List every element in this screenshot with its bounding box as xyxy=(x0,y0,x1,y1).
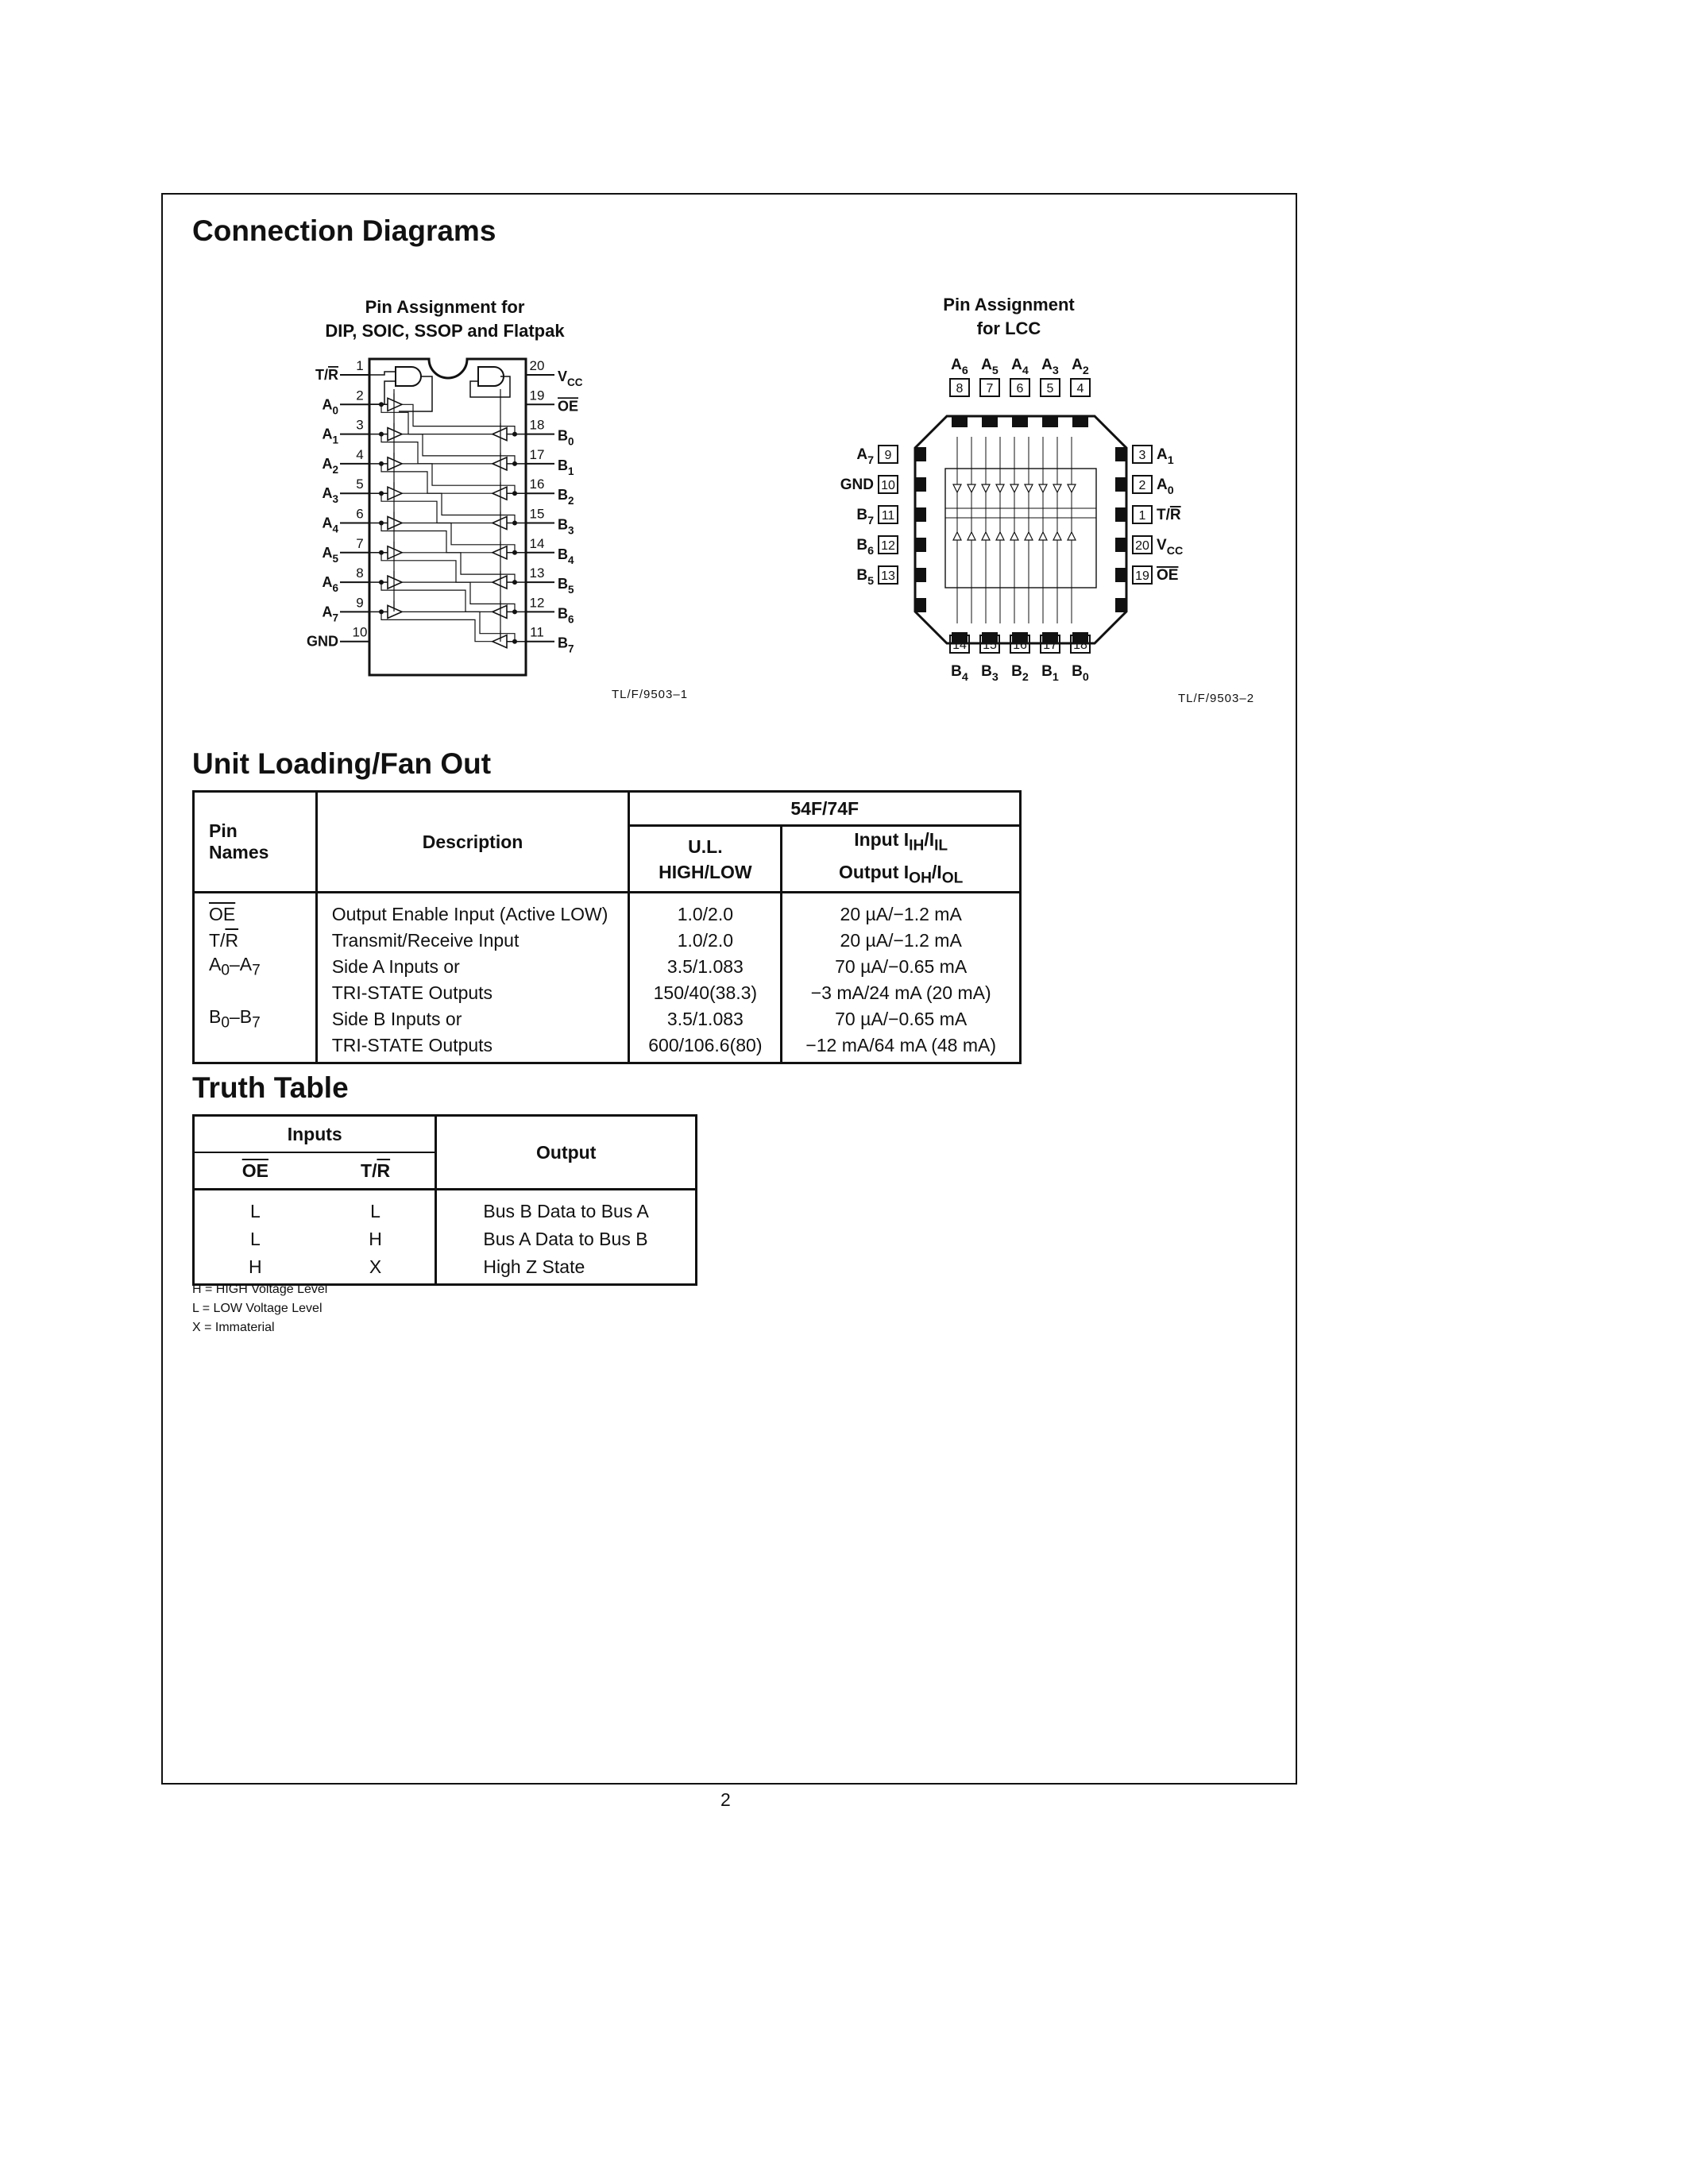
lcc-right-pin-name: OE xyxy=(1157,567,1179,584)
lcc-bottom-pin-number: 14 xyxy=(952,639,967,652)
lcc-right-pin-name: $A_0$ xyxy=(1157,477,1174,497)
lcc-pad-top xyxy=(952,416,968,427)
io-cell: 20 µA/−1.2 mA xyxy=(782,893,1021,928)
unit-table-row xyxy=(194,1006,1021,1032)
truth-table xyxy=(192,1114,697,1286)
dip-wire xyxy=(381,404,492,434)
dip-figure-ref: TL/F/9503–1 xyxy=(612,688,689,701)
output-cell: Bus B Data to Bus A xyxy=(436,1190,697,1226)
dip-buffer-a xyxy=(388,398,402,411)
lcc-right-pin-number: 20 xyxy=(1135,539,1149,553)
lcc-pad-top xyxy=(1072,416,1088,427)
dip-right-pin-name: $B_6$ xyxy=(558,605,574,626)
lcc-buffer xyxy=(1053,484,1061,492)
pin-name-cell: $B_0-B_7$ xyxy=(194,1006,317,1032)
dip-wire xyxy=(381,612,492,641)
lcc-pad-left xyxy=(915,568,926,582)
lcc-right-pin-name: T/R xyxy=(1157,507,1181,523)
lcc-top-pin-name: $A_6$ xyxy=(951,357,968,377)
lcc-die xyxy=(945,469,1096,588)
truth-notes xyxy=(192,1280,327,1337)
lcc-pad-right xyxy=(1115,477,1126,492)
dip-junction xyxy=(379,580,384,585)
dip-left-pin-number: 9 xyxy=(356,595,364,611)
lcc-pad-right xyxy=(1115,507,1126,522)
lcc-bottom-pin-number: 15 xyxy=(983,639,997,652)
io-cell: −3 mA/24 mA (20 mA) xyxy=(782,980,1021,1006)
lcc-top-pin-name: $A_4$ xyxy=(1011,357,1029,377)
unit-table-row xyxy=(194,980,1021,1006)
lcc-right-pin-number: 19 xyxy=(1135,569,1149,583)
pin-name-cell xyxy=(194,980,317,1006)
dip-and-gate xyxy=(478,367,504,386)
dip-junction xyxy=(512,639,517,644)
note-h: H = HIGH Voltage Level xyxy=(192,1283,328,1296)
unit-table-row xyxy=(194,893,1021,928)
dip-wire xyxy=(381,464,492,493)
lcc-left-pin-number: 12 xyxy=(881,539,895,553)
page-number: 2 xyxy=(720,1789,731,1810)
col-group: 54F/74F xyxy=(629,792,1021,826)
dip-left-pin-number: 5 xyxy=(356,477,364,492)
dip-right-pin-name: $B_1$ xyxy=(558,457,574,477)
dip-right-pin-number: 14 xyxy=(529,535,545,551)
col-oe: $\overline{OE}$ xyxy=(194,1152,316,1190)
dip-right-pin-name: OE xyxy=(558,398,579,415)
col-io: Input $I_{IH}/I_{IL}$ Output $I_{OH}/I_{OL}$ xyxy=(782,826,1021,893)
tr-cell: X xyxy=(316,1253,436,1285)
dip-buffer-a xyxy=(388,546,402,559)
dip-buffer-b xyxy=(492,487,507,500)
dip-left-pin-number: 2 xyxy=(356,388,364,403)
dip-junction xyxy=(512,609,517,614)
dip-junction xyxy=(512,550,517,555)
lcc-pad-left xyxy=(915,507,926,522)
pin-name-cell: $\overline{OE}$ xyxy=(194,893,317,928)
io-cell: 20 µA/−1.2 mA xyxy=(782,928,1021,954)
col-description: Description xyxy=(316,792,629,893)
dip-connection-diagram xyxy=(302,349,588,683)
description-cell: Side A Inputs or xyxy=(316,954,629,980)
ul-cell: 1.0/2.0 xyxy=(629,928,782,954)
lcc-buffer xyxy=(968,484,975,492)
lcc-bottom-pin-number: 16 xyxy=(1013,639,1027,652)
truth-row xyxy=(194,1190,697,1226)
dip-buffer-a xyxy=(388,457,402,470)
lcc-body xyxy=(915,416,1126,643)
dip-buffer-b xyxy=(492,635,507,648)
description-cell: Transmit/Receive Input xyxy=(316,928,629,954)
dip-and-gate xyxy=(396,367,421,386)
dip-wire xyxy=(381,553,492,582)
lcc-top-pin-number: 4 xyxy=(1076,382,1084,396)
lcc-top-pin-number: 7 xyxy=(986,382,994,396)
dip-left-pin-name: GND xyxy=(307,633,338,650)
oe-cell: L xyxy=(194,1190,316,1226)
dip-right-pin-number: 18 xyxy=(529,417,545,433)
lcc-pad-left xyxy=(915,538,926,552)
dip-right-pin-name: $B_5$ xyxy=(558,576,574,596)
lcc-top-pin-number: 5 xyxy=(1046,382,1054,396)
lcc-right-pin-number: 3 xyxy=(1138,449,1146,462)
lcc-buffer xyxy=(953,484,961,492)
dip-right-pin-number: 20 xyxy=(529,358,545,373)
lcc-left-pin-name: $B_6$ xyxy=(856,537,874,558)
io-cell: 70 µA/−0.65 mA xyxy=(782,1006,1021,1032)
dip-junction xyxy=(512,432,517,437)
col-inputs: Inputs xyxy=(194,1116,436,1153)
lcc-right-pin-name: $A_1$ xyxy=(1157,446,1174,467)
note-x: X = Immaterial xyxy=(192,1321,275,1334)
connection-diagrams-heading: Connection Diagrams xyxy=(192,214,496,247)
dip-wire xyxy=(402,434,515,464)
dip-left-pin-name: T/R xyxy=(315,367,338,383)
dip-left-pin-number: 3 xyxy=(356,417,364,433)
dip-junction xyxy=(379,609,384,614)
lcc-pad-top xyxy=(1042,416,1058,427)
lcc-bottom-pin-name: $B_1$ xyxy=(1041,663,1059,684)
dip-buffer-a xyxy=(388,576,402,588)
dip-wire xyxy=(381,523,492,553)
lcc-pad-right xyxy=(1115,598,1126,612)
lcc-right-pin-number: 2 xyxy=(1138,479,1146,492)
description-cell: Side B Inputs or xyxy=(316,1006,629,1032)
lcc-buffer xyxy=(1010,484,1018,492)
dip-left-pin-number: 8 xyxy=(356,565,364,581)
dip-right-pin-number: 11 xyxy=(530,624,544,640)
col-tr: $T/\overline{R}$ xyxy=(316,1152,436,1190)
oe-cell: L xyxy=(194,1225,316,1253)
lcc-bottom-pin-number: 17 xyxy=(1043,639,1057,652)
lcc-buffer xyxy=(996,484,1004,492)
lcc-pad-left xyxy=(915,598,926,612)
dip-wire xyxy=(402,404,515,434)
dip-right-pin-number: 15 xyxy=(529,506,545,522)
ul-cell: 150/40(38.3) xyxy=(629,980,782,1006)
dip-caption: Pin Assignment for DIP, SOIC, SSOP and Flatpak xyxy=(325,297,565,341)
lcc-top-pin-number: 8 xyxy=(956,382,964,396)
dip-junction xyxy=(512,521,517,526)
tr-cell: H xyxy=(369,1229,382,1249)
dip-wire xyxy=(369,381,396,404)
lcc-buffer xyxy=(1068,532,1076,540)
dip-left-pin-name: $A_1$ xyxy=(322,426,338,446)
lcc-pad-left xyxy=(915,447,926,461)
description-cell: TRI-STATE Outputs xyxy=(316,1032,629,1063)
dip-left-pin-number: 6 xyxy=(356,506,364,522)
dip-junction xyxy=(379,461,384,466)
lcc-left-pin-name: $B_7$ xyxy=(856,507,874,527)
dip-right-pin-name: $B_0$ xyxy=(558,427,574,448)
lcc-pad-right xyxy=(1115,568,1126,582)
output-cell: High Z State xyxy=(436,1253,697,1285)
dip-buffer-b xyxy=(492,576,507,588)
io-cell: 70 µA/−0.65 mA xyxy=(782,954,1021,980)
dip-buffer-b xyxy=(492,546,507,559)
dip-buffer-b xyxy=(492,605,507,618)
lcc-right-pin-number: 1 xyxy=(1138,509,1146,523)
lcc-pad-top xyxy=(982,416,998,427)
lcc-bottom-pin-name: $B_0$ xyxy=(1072,663,1089,684)
dip-junction xyxy=(379,550,384,555)
dip-right-pin-number: 16 xyxy=(529,477,545,492)
io-cell: −12 mA/64 mA (48 mA) xyxy=(782,1032,1021,1063)
pin-name-cell: $A_0-A_7$ xyxy=(194,954,317,980)
lcc-buffer xyxy=(1068,484,1076,492)
dip-left-pin-number: 7 xyxy=(356,535,364,551)
note-l: L = LOW Voltage Level xyxy=(192,1302,323,1315)
dip-right-pin-number: 12 xyxy=(529,595,545,611)
dip-left-pin-number: 1 xyxy=(356,358,364,373)
lcc-left-pin-name: GND xyxy=(840,477,874,493)
dip-junction xyxy=(379,521,384,526)
dip-left-pin-name: $A_4$ xyxy=(322,515,338,535)
lcc-buffer xyxy=(982,532,990,540)
lcc-buffer xyxy=(996,532,1004,540)
dip-left-pin-name: $A_2$ xyxy=(322,455,338,476)
lcc-bottom-pin-name: $B_2$ xyxy=(1011,663,1029,684)
dip-junction xyxy=(379,432,384,437)
lcc-buffer xyxy=(968,532,975,540)
pin-name-cell xyxy=(194,1032,317,1063)
ul-cell: 600/106.6(80) xyxy=(629,1032,782,1063)
ul-cell: 3.5/1.083 xyxy=(629,954,782,980)
lcc-pad-left xyxy=(915,477,926,492)
lcc-top-pin-name: $A_5$ xyxy=(981,357,999,377)
lcc-buffer xyxy=(1039,532,1047,540)
lcc-connection-diagram xyxy=(826,349,1207,691)
lcc-buffer xyxy=(1025,484,1033,492)
dip-junction xyxy=(379,402,384,407)
unit-table-row xyxy=(194,954,1021,980)
lcc-bottom-pin-name: $B_3$ xyxy=(981,663,999,684)
description-cell: TRI-STATE Outputs xyxy=(316,980,629,1006)
lcc-pad-right xyxy=(1115,447,1126,461)
dip-right-pin-name: $B_4$ xyxy=(558,546,574,566)
lcc-buffer xyxy=(982,484,990,492)
col-output: Output xyxy=(436,1116,697,1190)
lcc-pad-right xyxy=(1115,538,1126,552)
description-cell: Output Enable Input (Active LOW) xyxy=(316,893,629,928)
dip-left-pin-name: $A_7$ xyxy=(322,604,338,624)
dip-wire xyxy=(399,376,432,411)
lcc-buffer xyxy=(1053,532,1061,540)
dip-wire xyxy=(381,493,492,523)
pin-name-cell: $T/\overline{R}$ xyxy=(194,928,317,954)
dip-wire xyxy=(369,372,396,375)
dip-left-pin-number: 4 xyxy=(356,446,364,462)
lcc-left-pin-name: $B_5$ xyxy=(856,567,874,588)
unit-table-row xyxy=(194,1032,1021,1063)
dip-right-pin-name: $B_2$ xyxy=(558,487,574,507)
dip-buffer-a xyxy=(388,605,402,618)
dip-wire xyxy=(402,553,515,582)
dip-left-pin-number: 10 xyxy=(352,624,368,640)
tr-cell: L xyxy=(370,1201,380,1221)
truth-row xyxy=(194,1225,697,1253)
dip-buffer-b xyxy=(492,428,507,441)
dip-left-pin-name: $A_0$ xyxy=(322,396,338,417)
lcc-figure-ref: TL/F/9503–2 xyxy=(1178,692,1255,705)
dip-left-pin-name: $A_6$ xyxy=(322,574,338,595)
lcc-right-pin-name: $V_{CC}$ xyxy=(1157,537,1184,558)
dip-left-pin-name: $A_3$ xyxy=(322,485,338,506)
ul-cell: 1.0/2.0 xyxy=(629,893,782,928)
col-ul: U.L. HIGH/LOW xyxy=(629,826,782,893)
lcc-buffer xyxy=(1025,532,1033,540)
lcc-pad-top xyxy=(1012,416,1028,427)
dip-right-pin-name: $B_7$ xyxy=(558,635,574,655)
dip-wire xyxy=(381,582,492,612)
truth-table-heading: Truth Table xyxy=(192,1071,349,1104)
dip-buffer-b xyxy=(492,457,507,470)
lcc-left-pin-number: 11 xyxy=(881,509,895,523)
lcc-left-pin-number: 13 xyxy=(881,569,895,583)
dip-wire xyxy=(402,582,515,612)
lcc-top-pin-name: $A_3$ xyxy=(1041,357,1059,377)
lcc-bottom-pin-number: 18 xyxy=(1073,639,1087,652)
dip-wire xyxy=(402,523,515,553)
dip-junction xyxy=(512,461,517,466)
oe-cell: H xyxy=(194,1253,316,1285)
dip-buffer-a xyxy=(388,517,402,530)
lcc-buffer xyxy=(1039,484,1047,492)
dip-buffer-a xyxy=(388,487,402,500)
dip-right-pin-name: $V_{CC}$ xyxy=(558,369,583,388)
dip-right-pin-number: 17 xyxy=(529,446,545,462)
dip-junction xyxy=(379,491,384,496)
unit-loading-table xyxy=(192,790,1022,1064)
dip-buffer-a xyxy=(388,428,402,441)
dip-left-pin-name: $A_5$ xyxy=(322,544,338,565)
dip-junction xyxy=(512,491,517,496)
output-cell: Bus A Data to Bus B xyxy=(436,1225,697,1253)
lcc-left-pin-number: 9 xyxy=(884,449,892,462)
lcc-top-pin-number: 6 xyxy=(1016,382,1024,396)
unit-loading-heading: Unit Loading/Fan Out xyxy=(192,747,492,780)
lcc-bottom-pin-name: $B_4$ xyxy=(951,663,968,684)
dip-right-pin-number: 13 xyxy=(529,565,545,581)
col-pin-names: Pin Names xyxy=(194,792,317,893)
lcc-top-pin-name: $A_2$ xyxy=(1072,357,1089,377)
dip-buffer-b xyxy=(492,517,507,530)
dip-wire xyxy=(402,493,515,523)
dip-right-pin-number: 19 xyxy=(529,388,545,403)
dip-wire xyxy=(402,464,515,493)
lcc-buffer xyxy=(953,532,961,540)
dip-junction xyxy=(512,580,517,585)
dip-right-pin-name: $B_3$ xyxy=(558,516,574,537)
dip-wire xyxy=(402,612,515,641)
lcc-caption: Pin Assignment for LCC xyxy=(943,295,1075,338)
lcc-left-pin-number: 10 xyxy=(881,479,895,492)
ul-cell: 3.5/1.083 xyxy=(629,1006,782,1032)
dip-wire xyxy=(381,434,492,464)
lcc-buffer xyxy=(1010,532,1018,540)
lcc-left-pin-name: $A_7$ xyxy=(856,446,874,467)
unit-table-row xyxy=(194,928,1021,954)
